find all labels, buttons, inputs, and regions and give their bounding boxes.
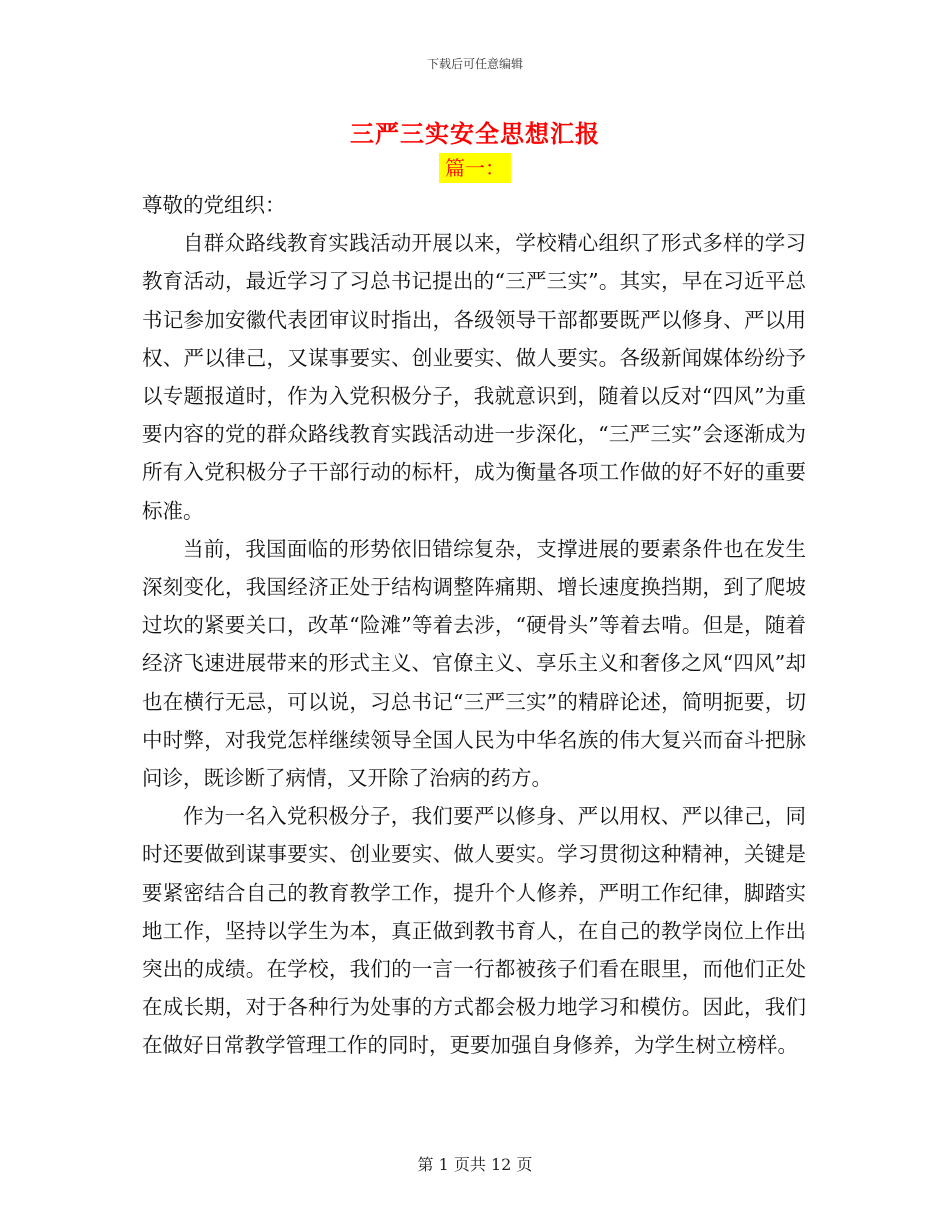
paragraph-3: 作为一名入党积极分子，我们要严以修身、严以用权、严以律己，同时还要做到谋事要实、创业要实、做人要实。学习贯彻这种精神，关键是要紧密结合自己的教育教学工作，提升个人修养，严明工作纪律，脚踏实地工作，坚持以学生为本，真正做到教书育人，在自己的教学岗位上作出突出的成绩。在学校，我们的一言一行都被孩子们看在眼里，而他们正处在成长期，对于各种行为处事的方式都会极力地学习和模仿。因此，我们在做好日常教学管理工作的同时，更要加强自身修养，为学生树立榜样。 — [142, 804, 806, 1058]
document-title: 三严三实安全思想汇报 — [350, 119, 600, 148]
header-note: 下载后可任意编辑 — [426, 57, 523, 71]
salutation: 尊敬的党组织： — [142, 193, 286, 217]
section-label: 篇一： — [439, 153, 511, 183]
page-footer: 第 1 页共 12 页 — [417, 1155, 533, 1174]
paragraph-1: 自群众路线教育实践活动开展以来，学校精心组织了形式多样的学习教育活动，最近学习了习总书记提出的“三严三实”。其实，早在习近平总书记参加安徽代表团审议时指出，各级领导干部都要既严以修身、严以用权、严以律己，又谋事要实、创业要实、做人要实。各级新闻媒体纷纷予以专题报道时，作为入党积极分子，我就意识到，随着以反对“四风”为重要内容的党的群众路线教育实践活动进一步深化，“三严三实”会逐渐成为所有入党积极分子干部行动的标杆，成为衡量各项工作做的好不好的重要标准。 — [142, 231, 806, 523]
document-body — [142, 186, 806, 1065]
section-heading — [0, 153, 950, 183]
paragraph-2: 当前，我国面临的形势依旧错综复杂，支撑进展的要素条件也在发生深刻变化，我国经济正处于结构调整阵痛期、增长速度换挡期，到了爬坡过坎的紧要关口，改革“险滩”等着去涉，“硬骨头”等着去啃。但是，随着经济飞速进展带来的形式主义、官僚主义、享乐主义和奢侈之风“四风”却也在横行无忌，可以说，习总书记“三严三实”的精辟论述，简明扼要，切中时弊，对我党怎样继续领导全国人民为中华名族的伟大复兴而奋斗把脉问诊，既诊断了病情，又开除了治病的药方。 — [142, 536, 806, 791]
